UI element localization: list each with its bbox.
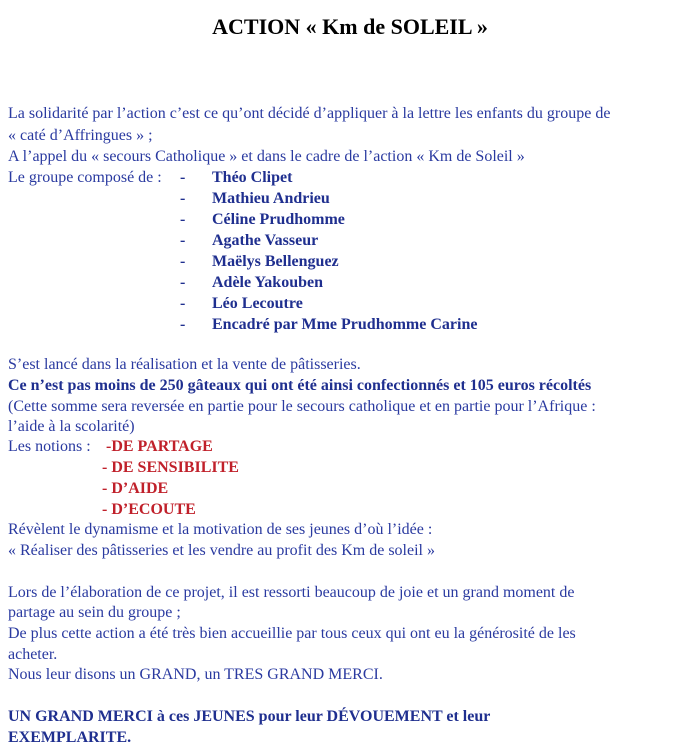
quote-text: « Réaliser des pâtisseries et les vendre au profit des Km de soleil » <box>8 542 435 559</box>
group-label: Le groupe composé de : <box>8 169 162 186</box>
member-dash: - <box>180 253 186 270</box>
joy-line-1: Lors de l’élaboration de ce projet, il est ressorti beaucoup de joie et un grand moment de <box>8 584 575 601</box>
member-name: Encadré par Mme Prudhomme Carine <box>212 316 478 333</box>
note-line-1: (Cette somme sera reversée en partie pour le secours catholique et en partie pour l’Afrique : <box>8 398 596 415</box>
member-name: Léo Lecoutre <box>212 295 303 312</box>
member-name: Maëlys Bellenguez <box>212 253 339 270</box>
member-dash: - <box>180 211 186 228</box>
notion-item: - D’AIDE <box>102 480 169 497</box>
intro-line-2: « caté d’Affringues » ; <box>8 127 153 144</box>
member-name: Agathe Vasseur <box>212 232 319 249</box>
member-name: Théo Clipet <box>212 169 293 186</box>
member-name: Adèle Yakouben <box>212 274 323 291</box>
closing-line-1: UN GRAND MERCI à ces JEUNES pour leur DÉVOUEMENT et leur <box>8 708 491 725</box>
member-item <box>180 210 345 230</box>
member-item <box>180 315 477 335</box>
welcome-line-1: De plus cette action a été très bien accueillie par tous ceux qui ont eu la générosité de les <box>8 625 576 642</box>
joy-line-2: partage au sein du groupe ; <box>8 604 181 621</box>
note-line-2: l’aide à la scolarité) <box>8 418 135 435</box>
member-item <box>180 168 292 188</box>
member-dash: - <box>180 190 186 207</box>
notion-item: - DE SENSIBILITE <box>102 459 239 476</box>
member-item <box>180 189 330 209</box>
member-item <box>180 252 339 272</box>
notion-item: - D’ECOUTE <box>102 501 196 518</box>
member-name: Mathieu Andrieu <box>212 190 330 207</box>
member-dash: - <box>180 274 186 291</box>
closing-line-2: EXEMPLARITE. <box>8 729 132 746</box>
thanks-text: Nous leur disons un GRAND, un TRES GRAND MERCI. <box>8 666 383 683</box>
launch-text: S’est lancé dans la réalisation et la vente de pâtisseries. <box>8 356 361 373</box>
member-item <box>180 294 303 314</box>
member-dash: - <box>180 232 186 249</box>
member-name: Céline Prudhomme <box>212 211 345 228</box>
member-dash: - <box>180 316 186 333</box>
intro-line-1: La solidarité par l’action c’est ce qu’ont décidé d’appliquer à la lettre les enfants du groupe de <box>8 105 611 122</box>
member-item <box>180 273 323 293</box>
member-item <box>180 231 318 251</box>
welcome-line-2: acheter. <box>8 646 58 663</box>
notion-item: -DE PARTAGE <box>106 438 213 455</box>
page-title: ACTION « Km de SOLEIL » <box>212 14 488 39</box>
intro-line-3: A l’appel du « secours Catholique » et dans le cadre de l’action « Km de Soleil » <box>8 148 525 165</box>
result-text: Ce n’est pas moins de 250 gâteaux qui ont été ainsi confectionnés et 105 euros récoltés <box>8 377 592 394</box>
member-dash: - <box>180 169 186 186</box>
reveal-text: Révèlent le dynamisme et la motivation de ses jeunes d’où l’idée : <box>8 521 433 538</box>
member-dash: - <box>180 295 186 312</box>
notions-label: Les notions : <box>8 438 91 455</box>
